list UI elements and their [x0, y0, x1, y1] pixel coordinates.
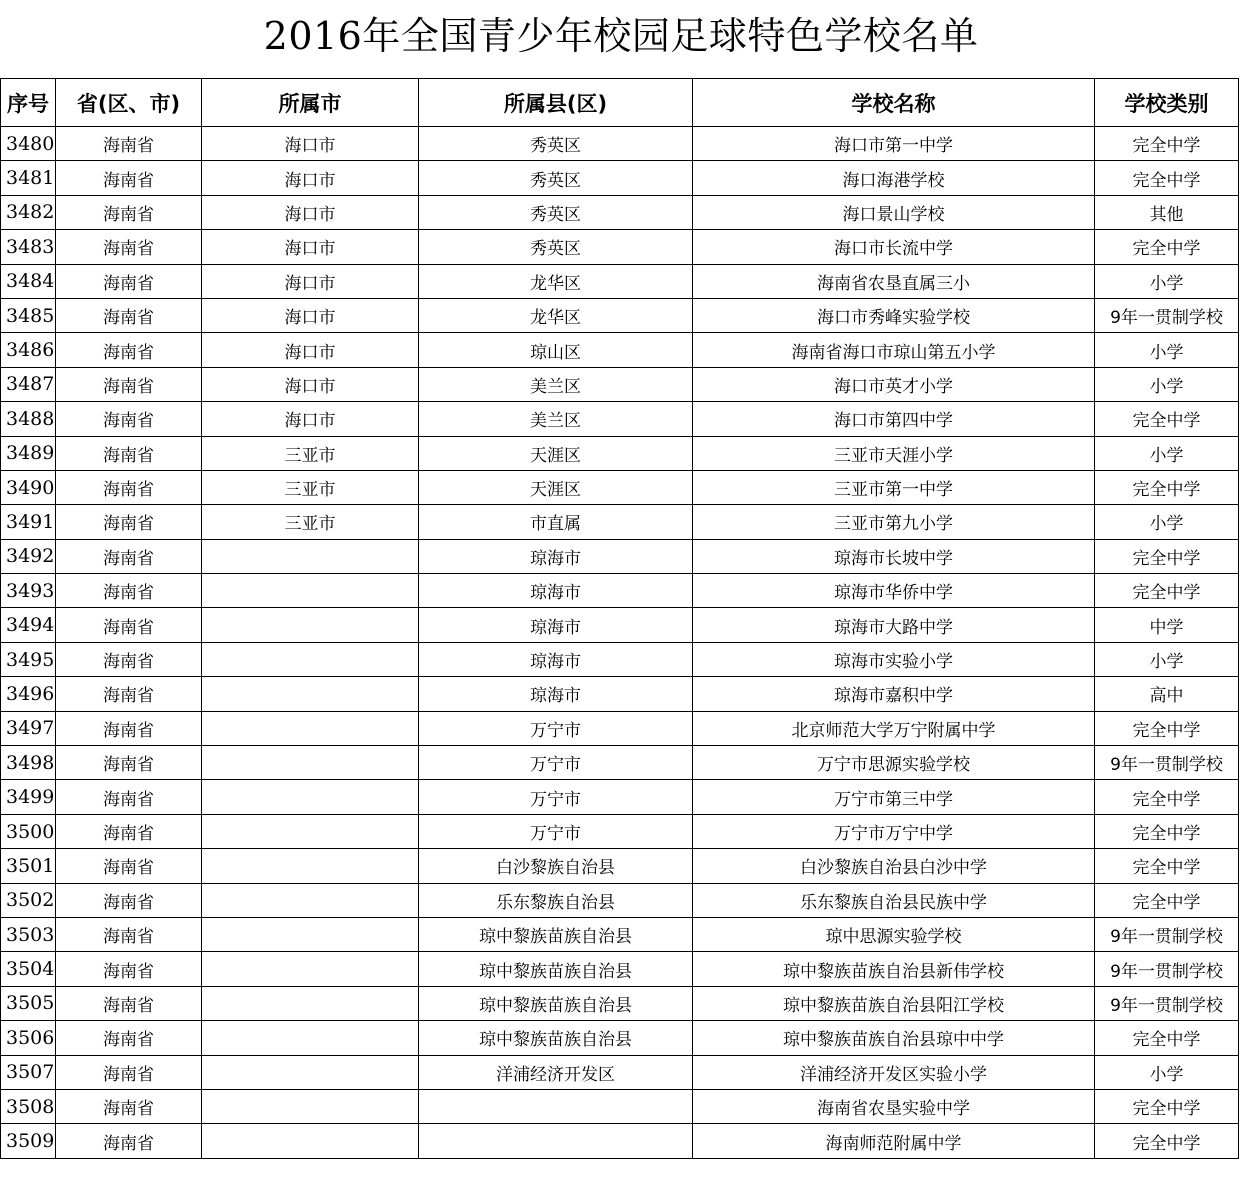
cell-school-name: 海南省农垦直属三小: [693, 264, 1095, 298]
cell-province: 海南省: [56, 952, 202, 986]
cell-county: 琼海市: [419, 608, 693, 642]
cell-school-type: 完全中学: [1095, 883, 1239, 917]
table-row: [1, 436, 1239, 470]
cell-province: 海南省: [56, 574, 202, 608]
cell-city: [202, 1021, 419, 1055]
table-row: [1, 402, 1239, 436]
cell-city: 三亚市: [202, 470, 419, 504]
cell-city: 海口市: [202, 127, 419, 161]
cell-number: 3509: [1, 1124, 56, 1158]
cell-province: 海南省: [56, 1021, 202, 1055]
cell-county: 白沙黎族自治县: [419, 849, 693, 883]
table-row: [1, 298, 1239, 332]
cell-number: 3503: [1, 917, 56, 951]
cell-school-type: 中学: [1095, 608, 1239, 642]
cell-number: 3484: [1, 264, 56, 298]
cell-county: 乐东黎族自治县: [419, 883, 693, 917]
col-header-number: 序号: [1, 79, 56, 127]
table-row: [1, 127, 1239, 161]
cell-province: 海南省: [56, 505, 202, 539]
cell-school-name: 三亚市天涯小学: [693, 436, 1095, 470]
table-row: [1, 574, 1239, 608]
cell-county: 美兰区: [419, 367, 693, 401]
cell-city: [202, 1055, 419, 1089]
table-row: [1, 746, 1239, 780]
cell-school-name: 北京师范大学万宁附属中学: [693, 711, 1095, 745]
cell-county: 秀英区: [419, 127, 693, 161]
cell-number: 3493: [1, 574, 56, 608]
cell-city: [202, 746, 419, 780]
cell-number: 3487: [1, 367, 56, 401]
cell-school-name: 琼中黎族苗族自治县新伟学校: [693, 952, 1095, 986]
cell-province: 海南省: [56, 298, 202, 332]
cell-number: 3489: [1, 436, 56, 470]
table-row: [1, 195, 1239, 229]
cell-city: 海口市: [202, 230, 419, 264]
cell-school-name: 琼中黎族苗族自治县琼中中学: [693, 1021, 1095, 1055]
cell-school-name: 琼海市华侨中学: [693, 574, 1095, 608]
cell-school-name: 白沙黎族自治县白沙中学: [693, 849, 1095, 883]
cell-school-type: 完全中学: [1095, 1089, 1239, 1123]
cell-county: 琼海市: [419, 642, 693, 676]
table-row: [1, 333, 1239, 367]
cell-school-type: 完全中学: [1095, 1021, 1239, 1055]
cell-number: 3486: [1, 333, 56, 367]
cell-school-name: 海口市秀峰实验学校: [693, 298, 1095, 332]
col-header-school-type: 学校类别: [1095, 79, 1239, 127]
cell-number: 3494: [1, 608, 56, 642]
cell-province: 海南省: [56, 402, 202, 436]
cell-city: [202, 608, 419, 642]
cell-county: [419, 1124, 693, 1158]
table-row: [1, 1124, 1239, 1158]
cell-school-type: 完全中学: [1095, 402, 1239, 436]
cell-province: 海南省: [56, 127, 202, 161]
cell-school-name: 琼中思源实验学校: [693, 917, 1095, 951]
table-row: [1, 539, 1239, 573]
cell-province: 海南省: [56, 195, 202, 229]
cell-number: 3507: [1, 1055, 56, 1089]
cell-city: 海口市: [202, 402, 419, 436]
cell-province: 海南省: [56, 470, 202, 504]
table-row: [1, 677, 1239, 711]
cell-number: 3491: [1, 505, 56, 539]
document-title: 2016年全国青少年校园足球特色学校名单: [263, 14, 979, 58]
cell-county: 万宁市: [419, 711, 693, 745]
table-row: [1, 1055, 1239, 1089]
cell-school-type: 完全中学: [1095, 1124, 1239, 1158]
table-row: [1, 1021, 1239, 1055]
cell-province: 海南省: [56, 539, 202, 573]
cell-county: 秀英区: [419, 230, 693, 264]
cell-number: 3505: [1, 986, 56, 1020]
table-row: [1, 161, 1239, 195]
cell-school-type: 小学: [1095, 436, 1239, 470]
cell-school-type: 9年一贯制学校: [1095, 917, 1239, 951]
cell-city: 海口市: [202, 367, 419, 401]
cell-school-type: 小学: [1095, 1055, 1239, 1089]
cell-school-type: 其他: [1095, 195, 1239, 229]
cell-city: [202, 986, 419, 1020]
cell-province: 海南省: [56, 264, 202, 298]
cell-school-name: 海口景山学校: [693, 195, 1095, 229]
cell-number: 3508: [1, 1089, 56, 1123]
cell-school-type: 小学: [1095, 333, 1239, 367]
cell-county: 市直属: [419, 505, 693, 539]
cell-county: 万宁市: [419, 814, 693, 848]
cell-school-type: 9年一贯制学校: [1095, 952, 1239, 986]
cell-province: 海南省: [56, 161, 202, 195]
table-body: [1, 127, 1239, 1159]
table-row: [1, 608, 1239, 642]
cell-city: [202, 539, 419, 573]
cell-province: 海南省: [56, 917, 202, 951]
cell-school-type: 完全中学: [1095, 814, 1239, 848]
cell-province: 海南省: [56, 367, 202, 401]
cell-number: 3481: [1, 161, 56, 195]
cell-school-type: 小学: [1095, 264, 1239, 298]
cell-province: 海南省: [56, 608, 202, 642]
cell-county: 天涯区: [419, 436, 693, 470]
cell-school-name: 琼海市嘉积中学: [693, 677, 1095, 711]
cell-number: 3485: [1, 298, 56, 332]
cell-school-type: 小学: [1095, 505, 1239, 539]
cell-school-type: 完全中学: [1095, 574, 1239, 608]
cell-county: 秀英区: [419, 161, 693, 195]
table-row: [1, 505, 1239, 539]
table-row: [1, 642, 1239, 676]
cell-school-type: 完全中学: [1095, 161, 1239, 195]
cell-school-name: 琼海市大路中学: [693, 608, 1095, 642]
cell-province: 海南省: [56, 677, 202, 711]
cell-province: 海南省: [56, 436, 202, 470]
cell-school-type: 9年一贯制学校: [1095, 298, 1239, 332]
cell-city: [202, 952, 419, 986]
cell-school-name: 海口市长流中学: [693, 230, 1095, 264]
cell-school-type: 完全中学: [1095, 780, 1239, 814]
cell-number: 3488: [1, 402, 56, 436]
cell-city: 海口市: [202, 195, 419, 229]
cell-county: [419, 1089, 693, 1123]
table-row: [1, 470, 1239, 504]
cell-city: [202, 883, 419, 917]
cell-number: 3480: [1, 127, 56, 161]
cell-city: [202, 780, 419, 814]
cell-school-type: 完全中学: [1095, 849, 1239, 883]
table-row: [1, 711, 1239, 745]
cell-number: 3490: [1, 470, 56, 504]
cell-city: [202, 711, 419, 745]
cell-school-name: 万宁市万宁中学: [693, 814, 1095, 848]
cell-city: [202, 642, 419, 676]
cell-county: 琼海市: [419, 677, 693, 711]
cell-county: 龙华区: [419, 298, 693, 332]
cell-county: 洋浦经济开发区: [419, 1055, 693, 1089]
cell-province: 海南省: [56, 814, 202, 848]
cell-school-name: 海南省农垦实验中学: [693, 1089, 1095, 1123]
cell-school-name: 万宁市思源实验学校: [693, 746, 1095, 780]
cell-city: [202, 917, 419, 951]
cell-province: 海南省: [56, 849, 202, 883]
cell-number: 3500: [1, 814, 56, 848]
cell-county: 天涯区: [419, 470, 693, 504]
cell-city: [202, 1089, 419, 1123]
table-row: [1, 367, 1239, 401]
cell-city: 海口市: [202, 264, 419, 298]
cell-number: 3482: [1, 195, 56, 229]
header-row: [1, 79, 1239, 127]
cell-province: 海南省: [56, 1124, 202, 1158]
cell-school-type: 高中: [1095, 677, 1239, 711]
cell-city: 三亚市: [202, 505, 419, 539]
cell-county: 琼山区: [419, 333, 693, 367]
cell-school-name: 海口市第四中学: [693, 402, 1095, 436]
col-header-county: 所属县(区): [419, 79, 693, 127]
cell-province: 海南省: [56, 746, 202, 780]
cell-school-name: 海口市英才小学: [693, 367, 1095, 401]
cell-province: 海南省: [56, 883, 202, 917]
cell-city: [202, 677, 419, 711]
cell-county: 琼中黎族苗族自治县: [419, 1021, 693, 1055]
cell-county: 琼海市: [419, 574, 693, 608]
cell-school-type: 完全中学: [1095, 711, 1239, 745]
cell-number: 3483: [1, 230, 56, 264]
cell-number: 3501: [1, 849, 56, 883]
cell-city: [202, 849, 419, 883]
cell-school-type: 完全中学: [1095, 539, 1239, 573]
cell-province: 海南省: [56, 642, 202, 676]
cell-school-type: 小学: [1095, 642, 1239, 676]
cell-number: 3506: [1, 1021, 56, 1055]
cell-school-type: 小学: [1095, 367, 1239, 401]
table-row: [1, 230, 1239, 264]
cell-number: 3502: [1, 883, 56, 917]
table-row: [1, 883, 1239, 917]
cell-school-name: 洋浦经济开发区实验小学: [693, 1055, 1095, 1089]
table-row: [1, 986, 1239, 1020]
table-row: [1, 814, 1239, 848]
table-row: [1, 780, 1239, 814]
cell-school-type: 9年一贯制学校: [1095, 746, 1239, 780]
cell-number: 3496: [1, 677, 56, 711]
cell-province: 海南省: [56, 1089, 202, 1123]
cell-school-type: 9年一贯制学校: [1095, 986, 1239, 1020]
cell-county: 琼中黎族苗族自治县: [419, 986, 693, 1020]
table-row: [1, 952, 1239, 986]
cell-number: 3492: [1, 539, 56, 573]
cell-number: 3504: [1, 952, 56, 986]
cell-province: 海南省: [56, 986, 202, 1020]
cell-province: 海南省: [56, 780, 202, 814]
cell-city: [202, 574, 419, 608]
table-row: [1, 849, 1239, 883]
cell-number: 3499: [1, 780, 56, 814]
table-header: [1, 79, 1239, 127]
cell-city: [202, 814, 419, 848]
cell-province: 海南省: [56, 333, 202, 367]
cell-province: 海南省: [56, 230, 202, 264]
cell-city: [202, 1124, 419, 1158]
cell-school-name: 海口市第一中学: [693, 127, 1095, 161]
cell-county: 琼中黎族苗族自治县: [419, 917, 693, 951]
cell-county: 龙华区: [419, 264, 693, 298]
cell-school-name: 三亚市第一中学: [693, 470, 1095, 504]
cell-school-name: 三亚市第九小学: [693, 505, 1095, 539]
cell-school-name: 海南省海口市琼山第五小学: [693, 333, 1095, 367]
cell-school-type: 完全中学: [1095, 470, 1239, 504]
cell-city: 海口市: [202, 333, 419, 367]
cell-city: 海口市: [202, 298, 419, 332]
table-row: [1, 917, 1239, 951]
cell-school-name: 海南师范附属中学: [693, 1124, 1095, 1158]
cell-county: 琼海市: [419, 539, 693, 573]
col-header-city: 所属市: [202, 79, 419, 127]
col-header-province: 省(区、市): [56, 79, 202, 127]
cell-school-name: 乐东黎族自治县民族中学: [693, 883, 1095, 917]
cell-county: 万宁市: [419, 780, 693, 814]
cell-school-name: 琼海市实验小学: [693, 642, 1095, 676]
col-header-school-name: 学校名称: [693, 79, 1095, 127]
cell-number: 3495: [1, 642, 56, 676]
cell-city: 海口市: [202, 161, 419, 195]
cell-province: 海南省: [56, 1055, 202, 1089]
cell-province: 海南省: [56, 711, 202, 745]
school-list-table: [0, 78, 1239, 1159]
cell-county: 万宁市: [419, 746, 693, 780]
cell-school-type: 完全中学: [1095, 127, 1239, 161]
table-row: [1, 264, 1239, 298]
cell-county: 琼中黎族苗族自治县: [419, 952, 693, 986]
cell-number: 3498: [1, 746, 56, 780]
cell-school-name: 琼中黎族苗族自治县阳江学校: [693, 986, 1095, 1020]
cell-school-name: 琼海市长坡中学: [693, 539, 1095, 573]
cell-school-name: 海口海港学校: [693, 161, 1095, 195]
table-row: [1, 1089, 1239, 1123]
cell-county: 美兰区: [419, 402, 693, 436]
cell-city: 三亚市: [202, 436, 419, 470]
cell-school-type: 完全中学: [1095, 230, 1239, 264]
cell-school-name: 万宁市第三中学: [693, 780, 1095, 814]
cell-county: 秀英区: [419, 195, 693, 229]
cell-number: 3497: [1, 711, 56, 745]
